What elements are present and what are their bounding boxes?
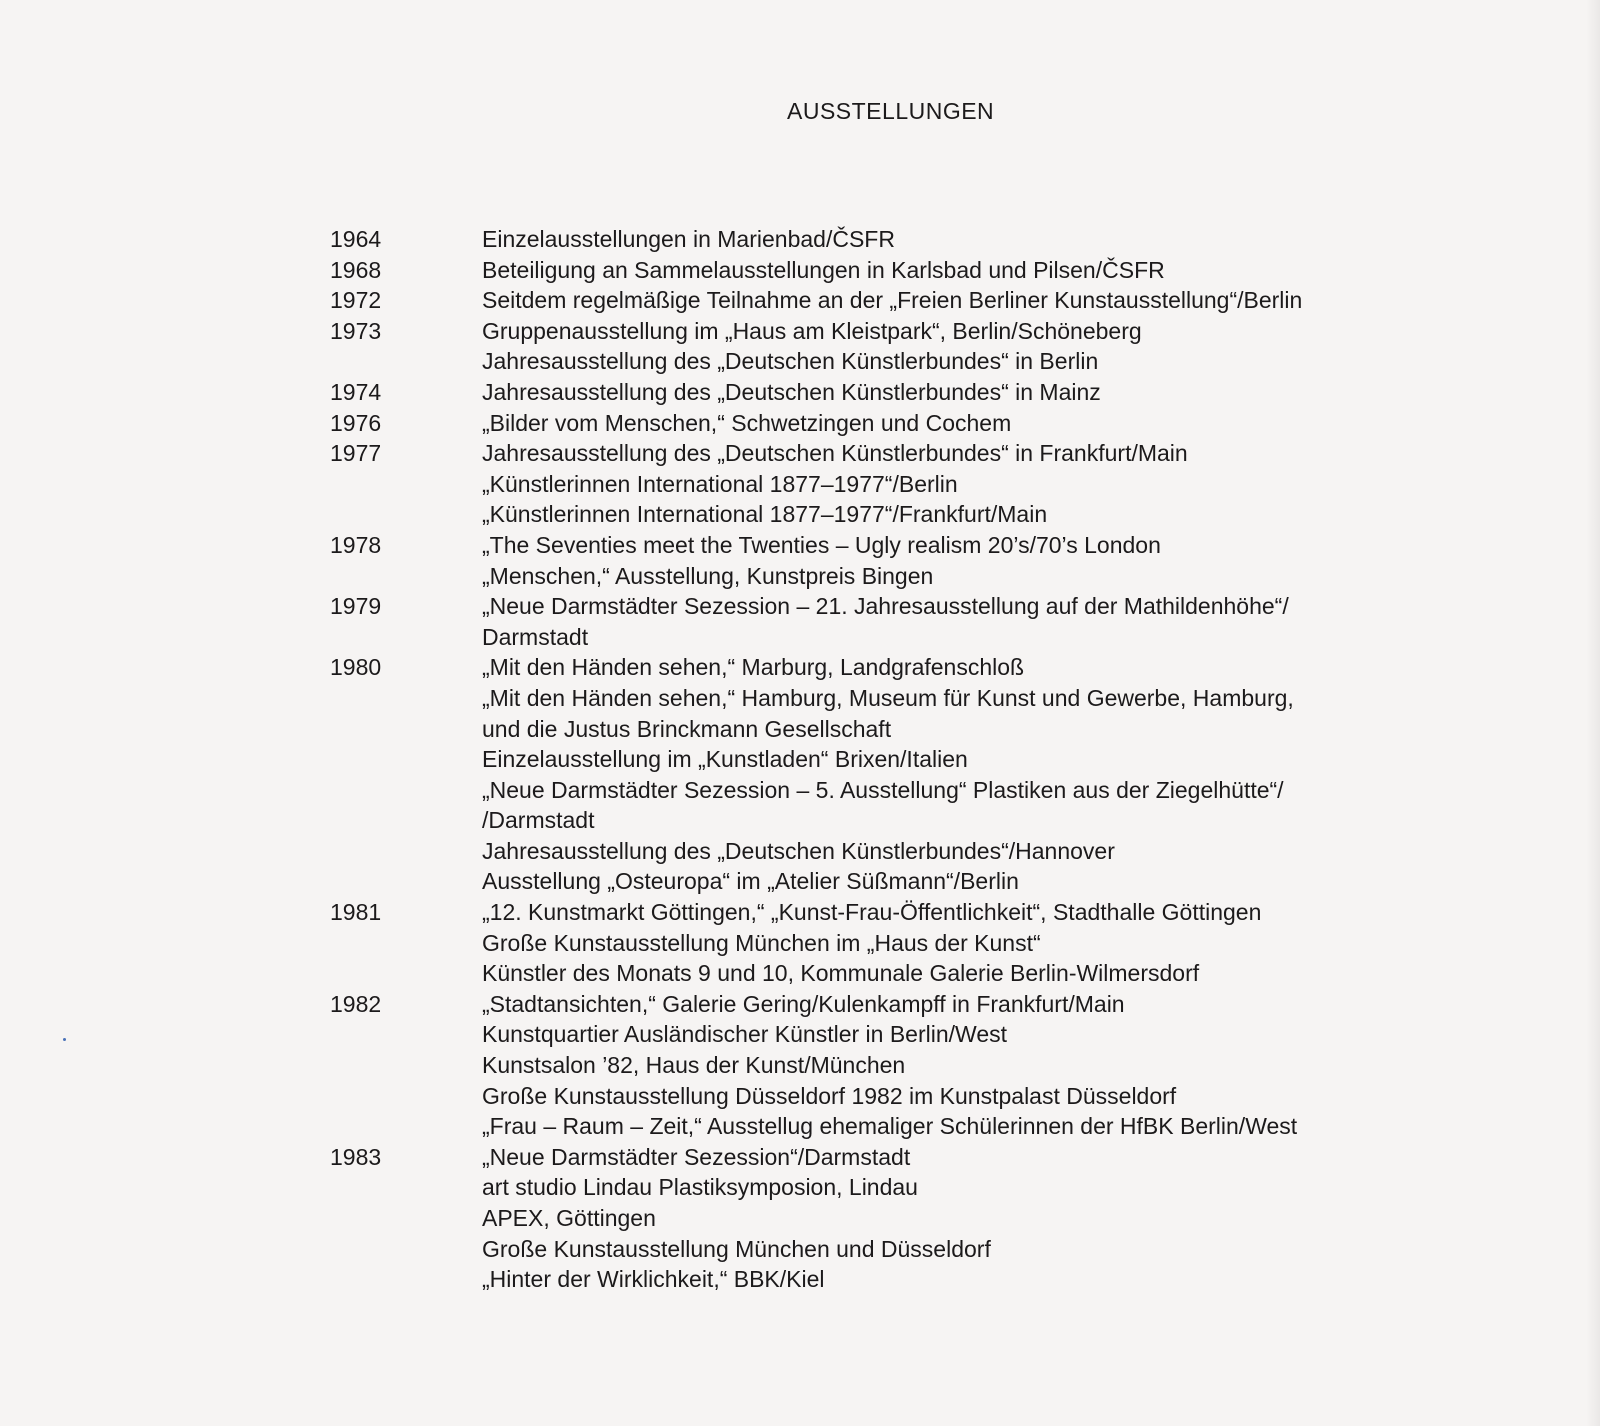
exhibition-entry — [330, 683, 1510, 714]
exhibition-entry — [330, 316, 1510, 347]
exhibition-entry — [330, 561, 1510, 592]
exhibition-entry — [330, 1203, 1510, 1234]
exhibition-entry — [330, 438, 1510, 469]
entry-year: 1981 — [330, 899, 382, 926]
exhibition-entry — [330, 1264, 1510, 1295]
entry-year: 1983 — [330, 1143, 382, 1170]
entry-year: 1973 — [330, 317, 382, 344]
exhibition-entry — [330, 1234, 1510, 1265]
exhibition-entry — [330, 1172, 1510, 1203]
entry-text: Seitdem regelmäßige Teilnahme an der „Freien Berliner Kunstausstellung“/Berlin — [482, 287, 1303, 314]
exhibition-entry — [330, 714, 1510, 745]
entry-text: „Mit den Händen sehen,“ Hamburg, Museum für Kunst und Gewerbe, Hamburg, — [482, 684, 1294, 711]
exhibition-entry — [330, 530, 1510, 561]
entry-text: Einzelausstellungen in Marienbad/ČSFR — [482, 226, 895, 252]
entry-text: „12. Kunstmarkt Göttingen,“ „Kunst-Frau-Öffentlichkeit“, Stadthalle Göttingen — [482, 899, 1262, 926]
exhibition-entry — [330, 591, 1510, 622]
entry-year: 1980 — [330, 654, 382, 681]
exhibition-entry — [330, 1081, 1510, 1112]
exhibition-entry — [330, 836, 1510, 867]
entry-text: Gruppenausstellung im „Haus am Kleistpark“, Berlin/Schöneberg — [482, 317, 1142, 344]
exhibition-entry — [330, 1050, 1510, 1081]
exhibition-entry — [330, 255, 1510, 286]
entry-text: „Neue Darmstädter Sezession – 5. Ausstellung“ Plastiken aus der Ziegelhütte“/ — [482, 776, 1284, 803]
entry-text: /Darmstadt — [482, 807, 595, 834]
entry-text: Künstler des Monats 9 und 10, Kommunale Galerie Berlin-Wilmersdorf — [482, 960, 1200, 987]
entry-year: 1968 — [330, 256, 382, 283]
exhibition-entry — [330, 775, 1510, 806]
entry-text: Große Kunstausstellung München im „Haus der Kunst“ — [482, 929, 1041, 956]
entry-text: Große Kunstausstellung Düsseldorf 1982 im Kunstpalast Düsseldorf — [482, 1082, 1177, 1109]
exhibition-entry — [330, 285, 1510, 316]
entry-text: art studio Lindau Plastiksymposion, Lindau — [482, 1174, 918, 1201]
entry-year: 1977 — [330, 440, 382, 467]
exhibition-entry — [330, 1111, 1510, 1142]
entry-text: „Bilder vom Menschen,“ Schwetzingen und Cochem — [482, 409, 1012, 436]
entry-text: Kunstsalon ’82, Haus der Kunst/München — [482, 1052, 906, 1079]
entry-text: „Menschen,“ Ausstellung, Kunstpreis Bingen — [482, 562, 934, 589]
exhibition-entry — [330, 866, 1510, 897]
exhibition-entry — [330, 408, 1510, 439]
ink-speck — [63, 1038, 66, 1041]
entry-text: Jahresausstellung des „Deutschen Künstlerbundes“/Hannover — [482, 837, 1115, 864]
entry-text: Große Kunstausstellung München und Düsseldorf — [482, 1235, 991, 1262]
exhibition-entry — [330, 805, 1510, 836]
entry-year: 1972 — [330, 287, 382, 314]
entry-year: 1974 — [330, 378, 382, 405]
entry-text: „Frau – Raum – Zeit,“ Ausstellug ehemaliger Schülerinnen der HfBK Berlin/West — [482, 1113, 1298, 1140]
entry-text: „Stadtansichten,“ Galerie Gering/Kulenkampff in Frankfurt/Main — [482, 990, 1125, 1017]
entry-text: Beteiligung an Sammelausstellungen in Karlsbad und Pilsen/ČSFR — [482, 256, 1165, 283]
entry-text: „Neue Darmstädter Sezession“/Darmstadt — [482, 1143, 911, 1170]
page-edge-shadow — [1586, 0, 1600, 1426]
exhibition-entry — [330, 224, 1510, 255]
exhibition-entry — [330, 652, 1510, 683]
entry-text: „Künstlerinnen International 1877–1977“/Frankfurt/Main — [482, 501, 1048, 528]
exhibition-entry — [330, 622, 1510, 653]
exhibition-entry — [330, 958, 1510, 989]
exhibition-list — [330, 224, 1510, 1295]
entry-text: „Hinter der Wirklichkeit,“ BBK/Kiel — [482, 1266, 825, 1293]
entry-text: und die Justus Brinckmann Gesellschaft — [482, 715, 892, 742]
exhibition-entry — [330, 1019, 1510, 1050]
entry-text: „Neue Darmstädter Sezession – 21. Jahresausstellung auf der Mathildenhöhe“/ — [482, 593, 1289, 620]
entry-text: Jahresausstellung des „Deutschen Künstlerbundes“ in Berlin — [482, 348, 1099, 375]
exhibition-entry — [330, 1142, 1510, 1173]
entry-year: 1976 — [330, 409, 382, 436]
entry-text: Darmstadt — [482, 623, 589, 650]
entry-year: 1979 — [330, 593, 382, 620]
exhibition-entry — [330, 928, 1510, 959]
entry-year: 1982 — [330, 990, 382, 1017]
exhibition-entry — [330, 469, 1510, 500]
entry-text: Jahresausstellung des „Deutschen Künstlerbundes“ in Mainz — [482, 378, 1101, 405]
exhibition-entry — [330, 499, 1510, 530]
entry-text: „The Seventies meet the Twenties – Ugly realism 20’s/70’s London — [482, 531, 1161, 558]
exhibition-entry — [330, 346, 1510, 377]
page-title: AUSSTELLUNGEN — [787, 98, 995, 124]
entry-text: Jahresausstellung des „Deutschen Künstlerbundes“ in Frankfurt/Main — [482, 440, 1188, 467]
entry-year: 1978 — [330, 531, 382, 558]
entry-text: APEX, Göttingen — [482, 1205, 656, 1231]
exhibition-entry — [330, 897, 1510, 928]
entry-text: Ausstellung „Osteuropa“ im „Atelier Süßmann“/Berlin — [482, 868, 1019, 895]
exhibition-entry — [330, 744, 1510, 775]
exhibition-entry — [330, 989, 1510, 1020]
entry-text: „Mit den Händen sehen,“ Marburg, Landgrafenschloß — [482, 654, 1025, 681]
entry-text: „Künstlerinnen International 1877–1977“/Berlin — [482, 470, 958, 497]
exhibition-entry — [330, 377, 1510, 408]
entry-year: 1964 — [330, 226, 382, 252]
entry-text: Einzelausstellung im „Kunstladen“ Brixen/Italien — [482, 746, 968, 773]
entry-text: Kunstquartier Ausländischer Künstler in Berlin/West — [482, 1021, 1008, 1048]
